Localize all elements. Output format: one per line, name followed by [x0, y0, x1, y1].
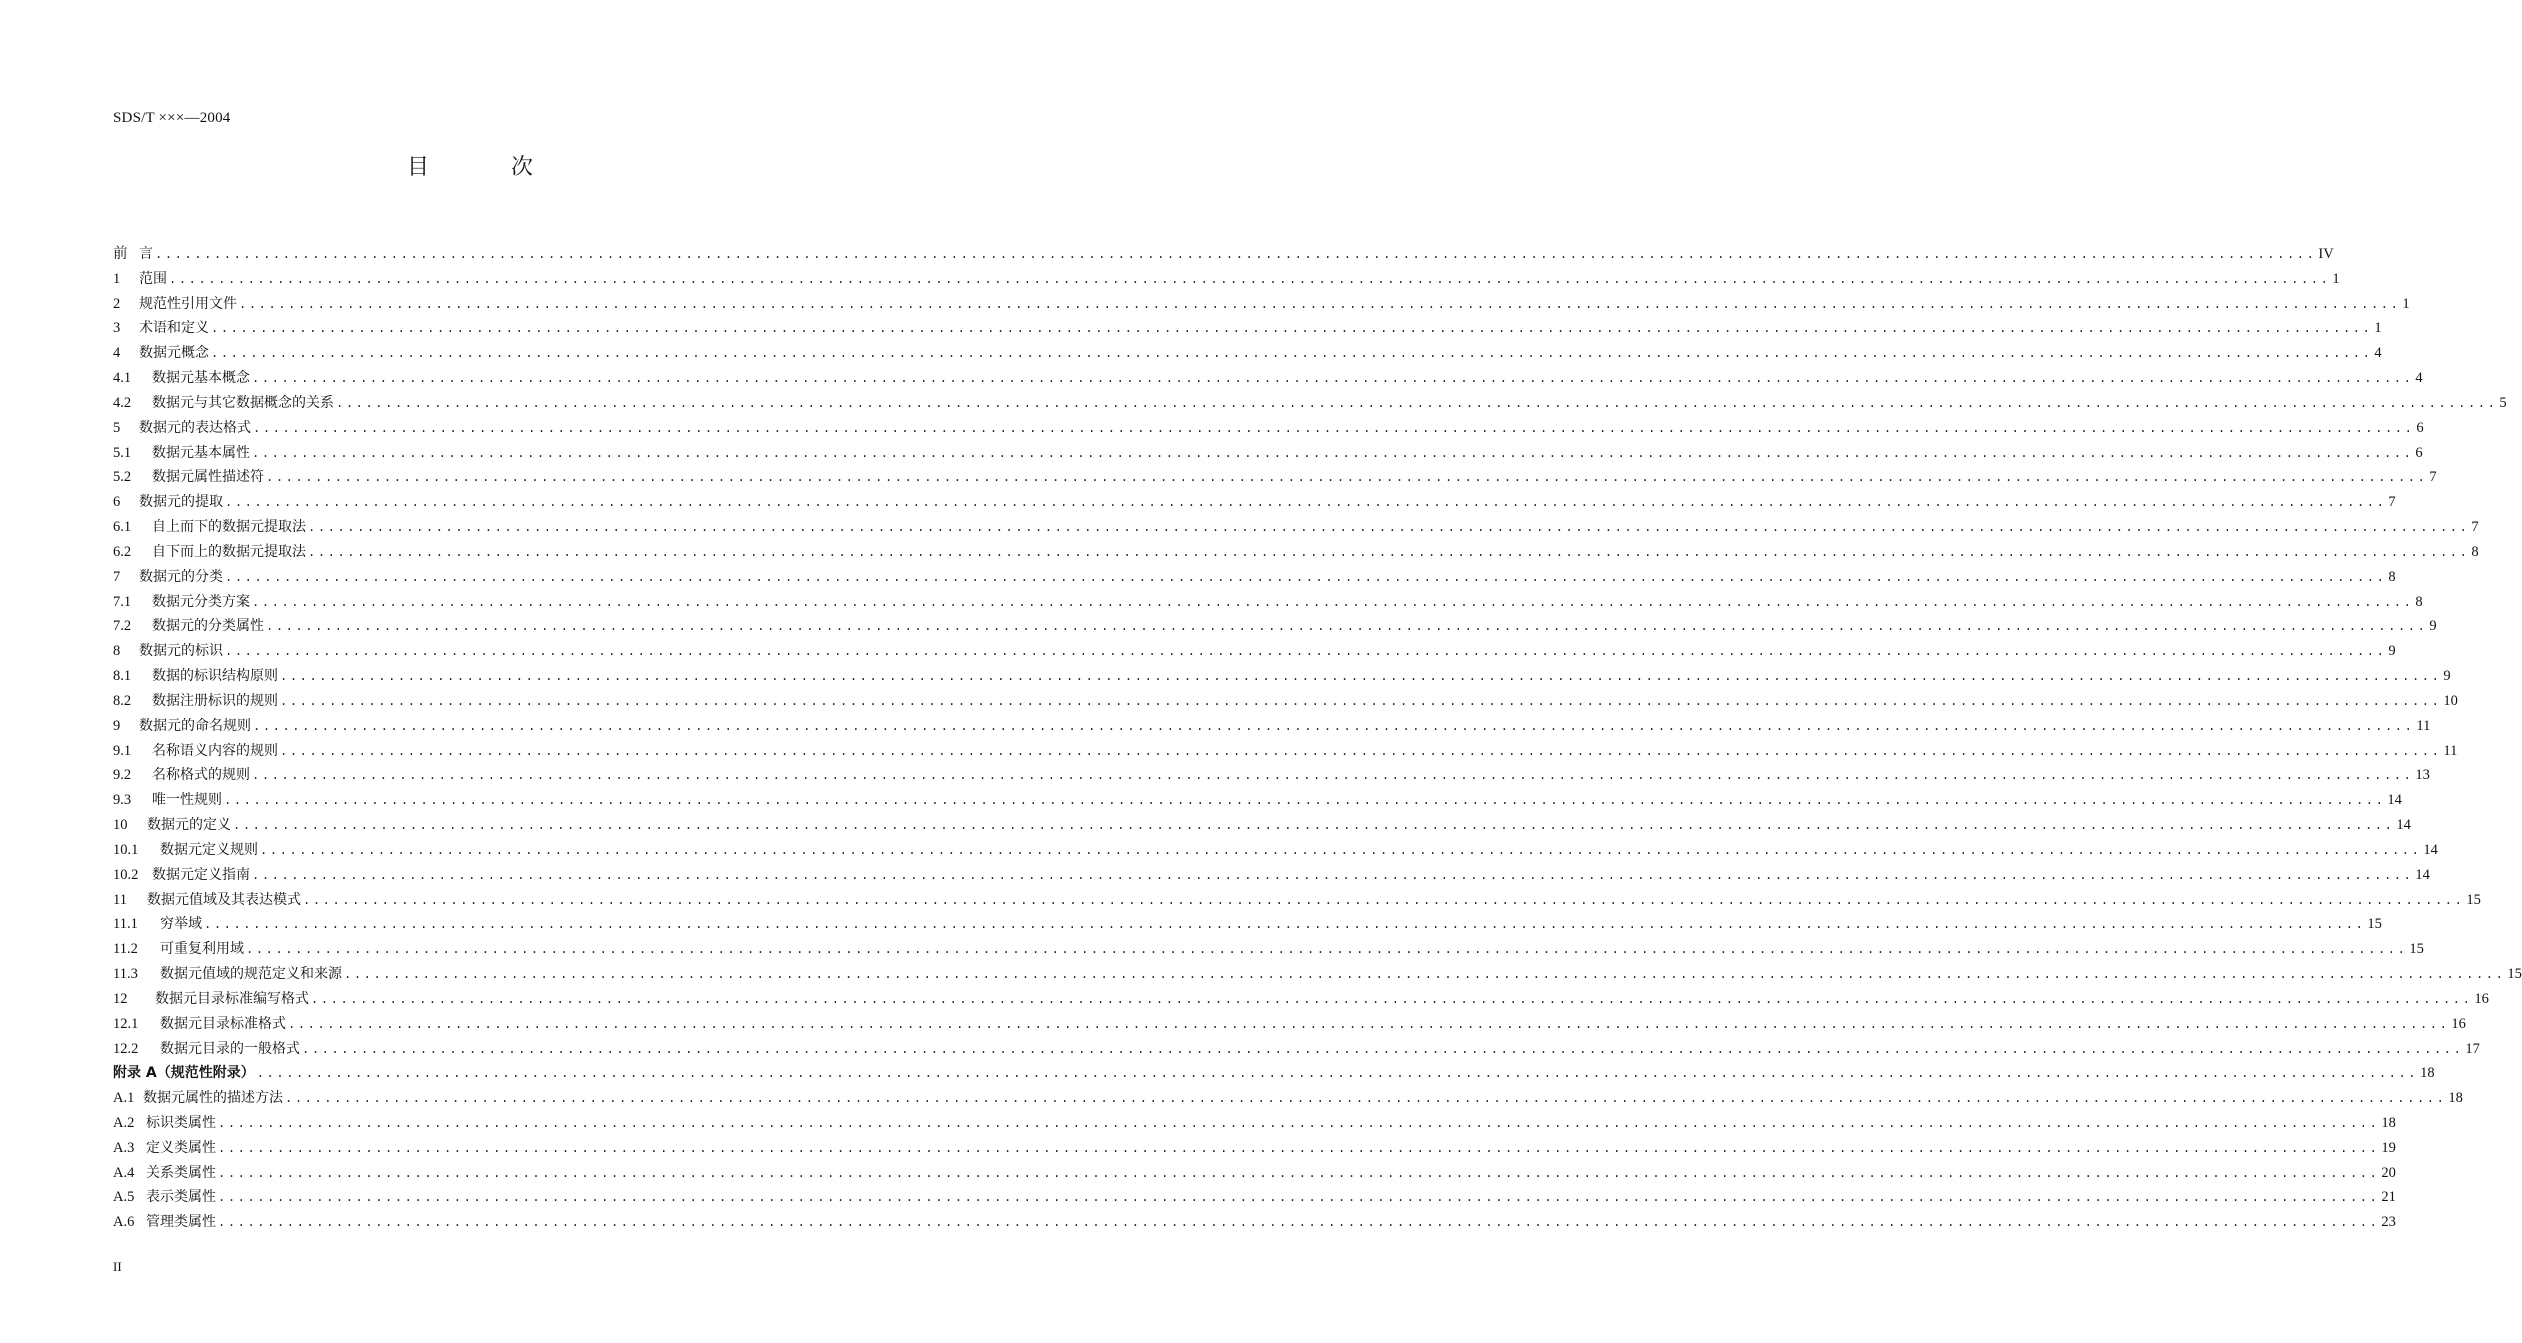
toc-entry[interactable] [113, 242, 2334, 267]
toc-entry[interactable] [113, 614, 2437, 639]
toc-dot-leader: ............................................................................................................................................................................................................................ [218, 1215, 2380, 1230]
document-code: SDS/T ×××—2004 [113, 110, 231, 126]
toc-entry-page: 19 [2381, 1139, 2396, 1156]
toc-dot-leader: ............................................................................................................................................................................................................................ [218, 1165, 2380, 1180]
toc-entry[interactable] [113, 987, 2489, 1012]
toc-entry[interactable] [113, 1061, 2435, 1086]
toc-entry-title: 定义类属性 [146, 1139, 216, 1156]
toc-entry-title: 自下而上的数据元提取法 [152, 543, 306, 560]
toc-entry[interactable] [113, 739, 2458, 764]
toc-entry-page: 11 [2416, 717, 2431, 734]
toc-entry-number: 4.1 [113, 370, 132, 387]
toc-dot-leader: ............................................................................................................................................................................................................................ [225, 569, 2387, 584]
toc-entry-title: 言 [139, 246, 153, 262]
toc-entry-number: 4.2 [113, 394, 132, 411]
toc-entry[interactable] [113, 391, 2507, 416]
toc-entry-page: 8 [2471, 543, 2479, 560]
toc-entry-page: 16 [2451, 1015, 2466, 1032]
toc-entry-page: 4 [2374, 345, 2382, 362]
toc-entry[interactable] [113, 1111, 2396, 1136]
table-of-contents [113, 242, 2522, 1235]
toc-entry-number: A.1 [113, 1090, 135, 1107]
toc-entry-page: 9 [2443, 668, 2451, 685]
toc-entry-number: 5.1 [113, 444, 132, 461]
toc-entry-page: 1 [2402, 295, 2410, 312]
toc-entry-number: 7 [113, 568, 121, 585]
toc-entry-title: 数据元与其它数据概念的关系 [152, 394, 334, 411]
toc-entry-page: 15 [2507, 966, 2522, 983]
toc-dot-leader: ............................................................................................................................................................................................................................ [311, 991, 2473, 1006]
toc-entry[interactable] [113, 1012, 2466, 1037]
toc-entry-page: 15 [2409, 941, 2424, 958]
toc-entry-number: 12.2 [113, 1040, 139, 1057]
toc-entry-number: 12 [113, 990, 128, 1007]
toc-entry-page: 4 [2415, 370, 2423, 387]
toc-entry-number: 7.2 [113, 618, 132, 635]
toc-entry-number: 前 [113, 246, 128, 262]
toc-entry[interactable] [113, 515, 2479, 540]
toc-entry-number: 9.2 [113, 767, 132, 784]
toc-entry-title: 数据元的命名规则 [139, 717, 251, 734]
toc-entry[interactable] [113, 838, 2438, 863]
toc-entry-title: 数据元的标识 [139, 643, 223, 660]
toc-entry-title: 数据元目录标准格式 [160, 1015, 286, 1032]
toc-dot-leader: ............................................................................................................................................................................................................................ [225, 495, 2387, 510]
toc-entry-title: 数据元属性描述符 [152, 469, 264, 486]
toc-entry-title: 自上而下的数据元提取法 [152, 519, 306, 536]
toc-entry-number: 12.1 [113, 1015, 139, 1032]
toc-entry-title: 名称语义内容的规则 [152, 742, 278, 759]
toc-entry[interactable] [113, 465, 2437, 490]
toc-entry[interactable] [113, 565, 2396, 590]
toc-entry-number: 2 [113, 295, 121, 312]
toc-entry-page: 6 [2416, 419, 2424, 436]
toc-entry[interactable] [113, 763, 2430, 788]
toc-entry-title: 附录 A（规范性附录） [113, 1065, 255, 1082]
toc-entry-title: 数据元值域的规范定义和来源 [160, 966, 342, 983]
toc-entry[interactable] [113, 441, 2423, 466]
toc-dot-leader: ............................................................................................................................................................................................................................ [256, 1066, 2419, 1081]
toc-entry-page: 15 [2367, 916, 2382, 933]
toc-dot-leader: ............................................................................................................................................................................................................................ [252, 867, 2414, 882]
toc-entry-title: 数据元目录标准编写格式 [155, 990, 309, 1007]
toc-entry[interactable] [113, 714, 2431, 739]
toc-entry-number: 11.1 [113, 916, 138, 933]
toc-entry-number: 6 [113, 494, 121, 511]
toc-entry-number: 10.1 [113, 841, 139, 858]
toc-dot-leader: ............................................................................................................................................................................................................................ [225, 644, 2387, 659]
toc-entry-page: 14 [2415, 866, 2430, 883]
toc-entry[interactable] [113, 1210, 2396, 1235]
toc-entry[interactable] [113, 490, 2396, 515]
toc-dot-leader: ............................................................................................................................................................................................................................ [218, 1140, 2380, 1155]
toc-entry[interactable] [113, 1086, 2463, 1111]
toc-entry[interactable] [113, 937, 2424, 962]
toc-entry[interactable] [113, 689, 2458, 714]
toc-entry-title: 数据元的提取 [139, 494, 223, 511]
toc-dot-leader: ............................................................................................................................................................................................................................ [233, 818, 2395, 833]
toc-entry-title: 数据元属性的描述方法 [143, 1090, 283, 1107]
toc-entry-title: 表示类属性 [146, 1189, 216, 1206]
toc-entry-title: 数据元的分类属性 [152, 618, 264, 635]
toc-dot-leader: ............................................................................................................................................................................................................................ [252, 768, 2414, 783]
toc-entry[interactable] [113, 639, 2396, 664]
toc-entry-title: 关系类属性 [146, 1164, 216, 1181]
toc-dot-leader: ............................................................................................................................................................................................................................ [169, 271, 2331, 286]
toc-dot-leader: ............................................................................................................................................................................................................................ [308, 520, 2470, 535]
toc-entry-page: 9 [2388, 643, 2396, 660]
toc-entry[interactable] [113, 341, 2382, 366]
toc-entry[interactable] [113, 788, 2402, 813]
toc-dot-leader: ............................................................................................................................................................................................................................ [246, 942, 2408, 957]
toc-entry-number: A.4 [113, 1164, 135, 1181]
toc-entry[interactable] [113, 540, 2479, 565]
toc-entry-title: 数据元值域及其表达模式 [147, 891, 301, 908]
toc-entry-title: 管理类属性 [146, 1214, 216, 1231]
toc-entry-title: 术语和定义 [139, 320, 209, 337]
toc-entry[interactable] [113, 813, 2411, 838]
toc-dot-leader: ............................................................................................................................................................................................................................ [252, 594, 2414, 609]
toc-dot-leader: ............................................................................................................................................................................................................................ [280, 743, 2442, 758]
toc-entry-title: 数据注册标识的规则 [152, 692, 278, 709]
toc-dot-leader: ............................................................................................................................................................................................................................ [239, 296, 2401, 311]
toc-entry-title: 数据元定义规则 [160, 841, 258, 858]
toc-entry-number: 11.2 [113, 941, 138, 958]
toc-entry-number: 9 [113, 717, 121, 734]
toc-entry-page: 5 [2499, 394, 2507, 411]
toc-entry-page: 21 [2381, 1189, 2396, 1206]
toc-entry-number: 5 [113, 419, 121, 436]
toc-entry-number: 4 [113, 345, 121, 362]
toc-entry-title: 穷举域 [160, 916, 202, 933]
toc-entry-page: 1 [2332, 270, 2340, 287]
toc-entry-number: A.2 [113, 1114, 135, 1131]
toc-dot-leader: ............................................................................................................................................................................................................................ [253, 420, 2415, 435]
toc-entry-page: 7 [2388, 494, 2396, 511]
toc-entry-number: A.5 [113, 1189, 135, 1206]
toc-entry[interactable] [113, 912, 2382, 937]
toc-entry-title: 名称格式的规则 [152, 767, 250, 784]
toc-entry-number: 11 [113, 891, 127, 908]
toc-entry-page: 11 [2443, 742, 2458, 759]
toc-dot-leader: ............................................................................................................................................................................................................................ [211, 321, 2373, 336]
toc-entry-page: 8 [2388, 568, 2396, 585]
toc-entry-title: 可重复利用域 [160, 941, 244, 958]
toc-dot-leader: ............................................................................................................................................................................................................................ [252, 445, 2414, 460]
toc-entry-title: 数据元基本概念 [152, 370, 250, 387]
toc-entry-page: 15 [2466, 891, 2481, 908]
toc-dot-leader: ............................................................................................................................................................................................................................ [285, 1091, 2447, 1106]
toc-entry-number: 6.1 [113, 519, 132, 536]
toc-dot-leader: ............................................................................................................................................................................................................................ [218, 1190, 2380, 1205]
toc-entry-page: 1 [2374, 320, 2382, 337]
toc-dot-leader: ............................................................................................................................................................................................................................ [204, 917, 2366, 932]
toc-entry-page: 14 [2423, 841, 2438, 858]
toc-entry-title: 规范性引用文件 [139, 295, 237, 312]
toc-entry[interactable] [113, 590, 2423, 615]
toc-entry-title: 数据元的表达格式 [139, 419, 251, 436]
toc-entry[interactable] [113, 267, 2340, 292]
toc-entry[interactable] [113, 1136, 2396, 1161]
toc-entry[interactable] [113, 863, 2430, 888]
toc-entry-title: 数据元的定义 [147, 817, 231, 834]
toc-entry[interactable] [113, 1037, 2480, 1062]
toc-dot-leader: ............................................................................................................................................................................................................................ [302, 1041, 2464, 1056]
toc-dot-leader: ............................................................................................................................................................................................................................ [155, 247, 2317, 261]
toc-dot-leader: ............................................................................................................................................................................................................................ [224, 793, 2386, 808]
toc-entry-page: 17 [2465, 1040, 2480, 1057]
toc-entry-number: 11.3 [113, 966, 138, 983]
toc-entry-page: 7 [2471, 519, 2479, 536]
toc-dot-leader: ............................................................................................................................................................................................................................ [303, 892, 2465, 907]
toc-entry-number: 9.1 [113, 742, 132, 759]
toc-entry-page: 16 [2474, 990, 2489, 1007]
toc-entry-page: 10 [2443, 692, 2458, 709]
toc-entry[interactable] [113, 1185, 2396, 1210]
toc-entry-number: 3 [113, 320, 121, 337]
toc-entry[interactable] [113, 664, 2451, 689]
toc-dot-leader: ............................................................................................................................................................................................................................ [308, 544, 2470, 559]
toc-entry-title: 数据元分类方案 [152, 593, 250, 610]
toc-entry-title: 数据元定义指南 [152, 866, 250, 883]
toc-entry-number: A.6 [113, 1214, 135, 1231]
toc-entry-number: 10 [113, 817, 128, 834]
toc-dot-leader: ............................................................................................................................................................................................................................ [266, 619, 2428, 634]
toc-dot-leader: ............................................................................................................................................................................................................................ [218, 1115, 2380, 1130]
toc-entry[interactable] [113, 316, 2382, 341]
toc-entry[interactable] [113, 292, 2410, 317]
toc-entry-number: 6.2 [113, 543, 132, 560]
toc-dot-leader: ............................................................................................................................................................................................................................ [252, 371, 2414, 386]
toc-entry-page: 8 [2415, 593, 2423, 610]
toc-dot-leader: ............................................................................................................................................................................................................................ [266, 470, 2428, 485]
toc-dot-leader: ............................................................................................................................................................................................................................ [253, 718, 2415, 733]
toc-entry-page: 20 [2381, 1164, 2396, 1181]
toc-entry-page: 14 [2396, 817, 2411, 834]
toc-entry[interactable] [113, 366, 2423, 391]
toc-dot-leader: ............................................................................................................................................................................................................................ [336, 395, 2498, 410]
toc-entry-title: 标识类属性 [146, 1114, 216, 1131]
toc-dot-leader: ............................................................................................................................................................................................................................ [344, 967, 2506, 982]
toc-entry-number: 8 [113, 643, 121, 660]
toc-entry-number: 8.1 [113, 668, 132, 685]
toc-dot-leader: ............................................................................................................................................................................................................................ [280, 669, 2442, 684]
toc-entry-page: 18 [2448, 1090, 2463, 1107]
toc-entry[interactable] [113, 1161, 2396, 1186]
toc-entry-page: 6 [2415, 444, 2423, 461]
toc-entry-page: IV [2318, 246, 2334, 262]
toc-entry-number: 8.2 [113, 692, 132, 709]
toc-entry[interactable] [113, 888, 2481, 913]
toc-entry-page: 18 [2420, 1065, 2435, 1082]
toc-entry-number: 9.3 [113, 792, 132, 809]
toc-entry-page: 7 [2429, 469, 2437, 486]
toc-dot-leader: ............................................................................................................................................................................................................................ [260, 842, 2422, 857]
toc-entry-title: 数据元目录的一般格式 [160, 1040, 300, 1057]
toc-entry-title: 数据的标识结构原则 [152, 668, 278, 685]
toc-entry-page: 14 [2387, 792, 2402, 809]
toc-dot-leader: ............................................................................................................................................................................................................................ [288, 1016, 2450, 1031]
toc-entry-number: 7.1 [113, 593, 132, 610]
toc-entry-title: 数据元基本属性 [152, 444, 250, 461]
toc-entry-number: 5.2 [113, 469, 132, 486]
page-number: II [113, 1259, 122, 1274]
toc-entry[interactable] [113, 416, 2424, 441]
toc-entry-title: 数据元的分类 [139, 568, 223, 585]
page-title: 目 次 [406, 155, 563, 180]
toc-dot-leader: ............................................................................................................................................................................................................................ [280, 693, 2442, 708]
toc-entry-number: A.3 [113, 1139, 135, 1156]
toc-entry-title: 范围 [139, 270, 167, 287]
toc-entry-title: 数据元概念 [139, 345, 209, 362]
toc-entry-page: 18 [2381, 1114, 2396, 1131]
toc-entry[interactable] [113, 962, 2522, 987]
toc-entry-number: 10.2 [113, 866, 139, 883]
toc-entry-page: 13 [2415, 767, 2430, 784]
toc-entry-title: 唯一性规则 [152, 792, 222, 809]
toc-entry-number: 1 [113, 270, 121, 287]
toc-entry-page: 23 [2381, 1214, 2396, 1231]
toc-entry-page: 9 [2429, 618, 2437, 635]
toc-dot-leader: ............................................................................................................................................................................................................................ [211, 346, 2373, 361]
